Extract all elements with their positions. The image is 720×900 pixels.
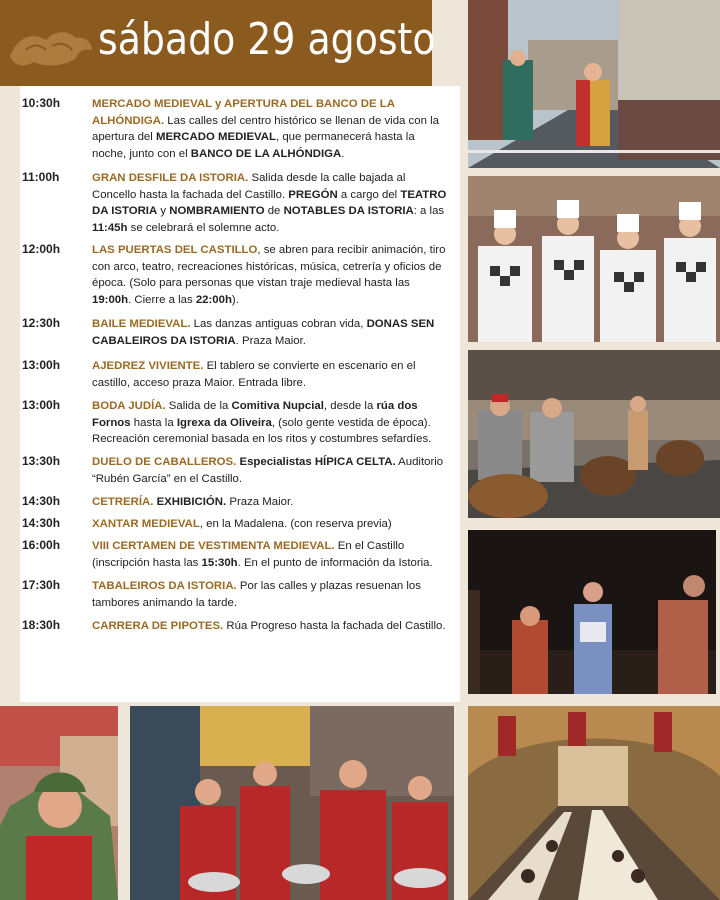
medieval-banquet-hall-photo: [468, 706, 720, 900]
event-text: Salida de la: [165, 400, 232, 412]
schedule-time: 16:00h: [22, 538, 61, 552]
event-title: BAILE MEDIEVAL.: [92, 318, 191, 330]
event-text: Por las calles y plazas resuenan los tambores animando la tarde.: [92, 580, 421, 609]
event-text: .: [341, 147, 345, 160]
dragon-crest-icon: [6, 26, 96, 72]
schedule-description: [92, 454, 452, 487]
event-text: Especialistas HÍPICA CELTA.: [239, 456, 396, 468]
event-text: . En el punto de información da Istoria.: [237, 556, 433, 569]
event-text: NOMBRAMIENTO: [169, 205, 265, 217]
event-title: GRAN DESFILE DA ISTORIA.: [92, 172, 249, 184]
schedule-description: [92, 316, 452, 349]
jester-character-photo: [0, 706, 118, 900]
event-text: Igrexa da Oliveira: [176, 416, 272, 429]
schedule-description: [92, 96, 452, 162]
schedule-description: [92, 242, 452, 308]
schedule-description: [92, 494, 452, 511]
event-title: AJEDREZ VIVIENTE.: [92, 360, 204, 372]
schedule-description: [92, 578, 452, 611]
event-text: MERCADO MEDIEVAL: [155, 131, 276, 143]
event-text: PREGÓN: [288, 188, 338, 201]
event-text: y: [157, 205, 170, 217]
page-title: sábado 29 agosto: [98, 14, 436, 65]
event-title: BODA JUDÍA.: [92, 400, 166, 412]
event-text: EXHIBICIÓN.: [156, 496, 227, 508]
barrel-race-photo: [468, 350, 720, 518]
event-text: Comitiva Nupcial: [231, 400, 324, 412]
event-title: VIII CERTAMEN DE VESTIMENTA MEDIEVAL.: [92, 540, 335, 552]
event-text: , desde la: [323, 400, 377, 412]
event-text: Praza Maior.: [226, 496, 294, 508]
event-text: ).: [231, 293, 239, 306]
event-text: En el Castillo (inscripción hasta las: [92, 540, 405, 569]
event-text: TEATRO DA ISTORIA: [92, 188, 447, 217]
event-title: DUELO DE CABALLEROS.: [92, 456, 237, 468]
event-text: , en la Madalena. (con reserva previa): [199, 518, 392, 530]
giant-puppets-parade-photo: [468, 0, 720, 168]
event-text: 15:30h: [201, 556, 238, 569]
schedule-description: [92, 618, 452, 635]
event-text: 22:00h: [195, 293, 232, 306]
header-banner: [0, 0, 436, 86]
event-text: Las danzas antiguas cobran vida,: [190, 318, 367, 330]
event-title: CETRERÍA.: [92, 496, 154, 508]
children-in-chess-costumes-photo: [468, 176, 720, 342]
night-theatre-performance-photo: [468, 530, 716, 694]
event-text: de: [264, 205, 284, 217]
schedule-time: 17:30h: [22, 578, 61, 592]
event-text: se celebrará el solemne acto.: [127, 221, 280, 234]
event-text: rúa dos Fornos: [92, 400, 418, 429]
event-text: 11:45h: [92, 221, 128, 234]
event-title: XANTAR MEDIEVAL: [92, 518, 200, 530]
event-text: a cargo del: [337, 188, 401, 201]
event-text: DONAS SEN CABALEIROS DA ISTORIA: [92, 318, 435, 347]
event-title: TABALEIROS DA ISTORIA.: [92, 580, 237, 592]
schedule-description: [92, 538, 452, 571]
event-text: Salida desde la calle bajada al Concello hasta la fachada del Castillo.: [92, 172, 406, 201]
schedule-description: [92, 398, 452, 448]
event-text: , (solo gente vestida de época). Recreación ceremonial basada en los ritos y costumbres sefardíes.: [92, 416, 432, 445]
schedule-time: 12:30h: [22, 316, 61, 330]
schedule-time: 10:30h: [22, 96, 61, 110]
event-text: Rúa Progreso hasta la fachada del Castillo.: [223, 620, 446, 632]
event-text: Auditorio “Rubén García” en el Castillo.: [92, 456, 444, 485]
event-text: , que permanecerá hasta la noche, junto con el: [92, 131, 415, 160]
event-text: . Praza Maior.: [235, 334, 306, 347]
event-text: Las calles del centro histórico se llenan de vida con la apertura del: [92, 114, 439, 143]
event-text: El tablero se convierte en escenario en el castillo, acceso praza Maior. Entrada libre.: [92, 360, 416, 389]
schedule-description: [92, 516, 452, 533]
schedule-time: 13:30h: [22, 454, 61, 468]
schedule-time: 18:30h: [22, 618, 61, 632]
schedule-time: 12:00h: [22, 242, 61, 256]
schedule-time: 11:00h: [22, 170, 60, 184]
event-text: BANCO DE LA ALHÓNDIGA: [190, 147, 342, 160]
schedule-time: 13:00h: [22, 358, 61, 372]
event-text: : a las: [413, 205, 445, 217]
event-text: , se abren para recibir animación, tiro con arco, teatro, recreaciones históricas, música, cetrería y oficios de época. (Solo para personas que vistan traje medieval hasta las: [92, 244, 446, 289]
schedule-description: [92, 358, 452, 391]
schedule-description: [92, 170, 452, 236]
event-text: . Cierre a las: [128, 293, 196, 306]
event-text: 19:00h: [92, 293, 129, 306]
schedule-time: 13:00h: [22, 398, 61, 412]
drummers-parade-photo: [130, 706, 454, 900]
event-text: NOTABLES DA ISTORIA: [283, 205, 414, 217]
schedule-time: 14:30h: [22, 516, 61, 530]
schedule-list: [20, 86, 460, 702]
event-title: MERCADO MEDIEVAL y APERTURA DEL BANCO DE LA ALHÓNDIGA.: [92, 98, 395, 127]
event-title: LAS PUERTAS DEL CASTILLO: [92, 244, 258, 256]
event-title: CARRERA DE PIPOTES.: [92, 620, 224, 632]
event-text: hasta la: [130, 416, 177, 429]
schedule-time: 14:30h: [22, 494, 61, 508]
